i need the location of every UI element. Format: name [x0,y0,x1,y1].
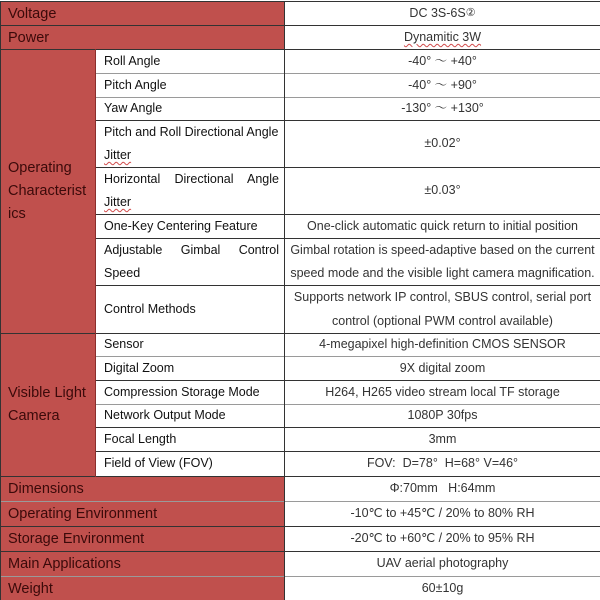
row-value-applications [285,552,600,576]
power-label: Power [8,29,50,46]
spec-value-yaw-angle [285,98,600,120]
control-methods-label: Control Methods [104,301,196,316]
operating-label-line: Operating [8,160,72,176]
spec-label-yaw-angle [96,98,284,120]
compression-label: Compression Storage Mode [104,384,260,399]
border-line [96,73,600,74]
gimbal-speed-label-line: Speed [104,266,141,280]
spec-label-digital-zoom [96,357,284,380]
row-label-weight [0,577,284,600]
row-label-dimensions [0,477,284,501]
border-line [0,333,600,334]
gimbal-speed-value-line: speed mode and the visible light camera magnification. [290,266,595,280]
border-line [0,501,600,502]
spec-value-control-methods [285,286,600,333]
pitch-roll-jitter-label-line: Pitch and Roll Directional Angle [104,124,279,139]
border-line [96,285,600,286]
border-line [96,451,600,452]
focal-length-value: 3mm [428,431,457,446]
sensor-value: 4-megapixel high-definition CMOS SENSOR [319,337,566,352]
spec-label-control-methods [96,286,284,333]
applications-value: UAV aerial photography [376,556,509,571]
border-line [0,49,600,50]
spec-value-focal-length [285,428,600,451]
footnote-marker: ② [465,6,476,19]
border-line [96,97,600,98]
border-line [96,167,600,168]
border-line [96,356,600,357]
border-line [0,476,600,477]
row-value-power [285,26,600,49]
horizontal-jitter-value: ±0.03° [424,183,461,198]
row-value-operating-env [285,502,600,526]
digital-zoom-value: 9X digital zoom [399,360,486,375]
group-label-operating [0,50,95,333]
focal-length-label: Focal Length [104,431,177,446]
storage-env-value: -20℃ to +60℃ / 20% to 95% RH [350,531,535,546]
weight-label: Weight [8,580,53,597]
row-value-dimensions [285,477,600,501]
spec-value-roll-angle [285,50,600,73]
spec-value-one-key-centering [285,215,600,238]
border-line [0,576,600,577]
power-value: Dynamitic 3W [403,29,482,44]
one-key-centering-value: One-click automatic quick return to initial position [307,218,578,233]
control-methods-value-line: control (optional PWM control available) [332,313,553,328]
spec-label-pitch-angle [96,74,284,97]
row-value-storage-env [285,527,600,551]
dimensions-value: Φ:70mm H:64mm [389,481,496,496]
spec-value-pitch-roll-jitter [285,121,600,167]
row-label-voltage [0,2,284,25]
spec-label-pitch-roll-jitter [96,121,284,167]
fov-label: Field of View (FOV) [104,456,213,471]
pitch-roll-jitter-label-line: Jitter [104,148,132,162]
spec-label-compression [96,381,284,404]
applications-label: Main Applications [8,556,121,572]
border-line [0,526,600,527]
dimensions-label: Dimensions [8,481,84,497]
yaw-angle-value: -130° ～ +130° [401,101,484,116]
spec-label-sensor [96,334,284,356]
roll-angle-value: -40° ～ +40° [408,53,477,68]
spec-value-compression [285,381,600,404]
horizontal-jitter-label-line: Horizontal Directional Angle [104,171,279,186]
border-line [96,427,600,428]
gimbal-speed-value-line: Gimbal rotation is speed-adaptive based on the current [290,242,595,257]
spec-label-gimbal-speed [96,239,284,285]
pitch-roll-jitter-value: ±0.02° [424,136,461,151]
spec-label-network-output [96,405,284,427]
border-line [96,380,600,381]
spec-label-roll-angle [96,50,284,73]
pitch-angle-label: Pitch Angle [104,77,167,92]
row-value-voltage [285,2,600,25]
border-line [96,214,600,215]
border-line [96,404,600,405]
group-label-camera [0,334,95,476]
network-output-label: Network Output Mode [104,408,226,423]
fov-value: FOV: D=78° H=68° V=46° [366,456,519,471]
pitch-angle-value: -40° ～ +90° [408,77,477,92]
row-label-operating-env [0,502,284,526]
camera-label-line: Camera [8,408,60,424]
digital-zoom-label: Digital Zoom [104,360,175,375]
border-line [0,551,600,552]
storage-env-label: Storage Environment [8,531,145,547]
border-line [0,25,600,26]
row-value-weight [285,577,600,600]
spec-value-fov [285,452,600,476]
voltage-label: Voltage [8,5,57,22]
camera-label-line: Visible Light [8,385,86,401]
network-output-value: 1080P 30fps [407,408,478,423]
horizontal-jitter-label-line: Jitter [104,195,132,209]
spec-label-focal-length [96,428,284,451]
roll-angle-label: Roll Angle [104,53,161,68]
spec-label-horizontal-jitter [96,168,284,214]
control-methods-value-line: Supports network IP control, SBUS control, serial port [293,290,592,304]
spec-value-sensor [285,334,600,356]
spec-value-horizontal-jitter [285,168,600,214]
operating-label-line: ics [8,206,26,222]
border-line [284,1,285,600]
voltage-value: DC 3S-6S [409,5,466,20]
border-line [96,238,600,239]
compression-value: H264, H265 video stream local TF storage [325,384,560,399]
gimbal-speed-label-line: Adjustable Gimbal Control [104,242,279,257]
border-line [0,1,600,2]
border-line [96,120,600,121]
spec-value-gimbal-speed [285,239,600,285]
weight-value: 60±10g [421,580,464,595]
row-label-applications [0,552,284,576]
border-line [95,49,96,477]
sensor-label: Sensor [104,337,144,352]
one-key-centering-label: One-Key Centering Feature [104,218,258,233]
spec-table [0,1,600,600]
operating-env-label: Operating Environment [8,506,158,522]
yaw-angle-label: Yaw Angle [104,101,163,116]
operating-env-value: -10℃ to +45℃ / 20% to 80% RH [350,506,535,521]
row-label-power [0,26,284,49]
spec-value-network-output [285,405,600,427]
spec-value-pitch-angle [285,74,600,97]
row-label-storage-env [0,527,284,551]
spec-label-one-key-centering [96,215,284,238]
spec-value-digital-zoom [285,357,600,380]
border-line [0,1,1,600]
operating-label-line: Characterist [8,183,87,199]
spec-label-fov [96,452,284,476]
